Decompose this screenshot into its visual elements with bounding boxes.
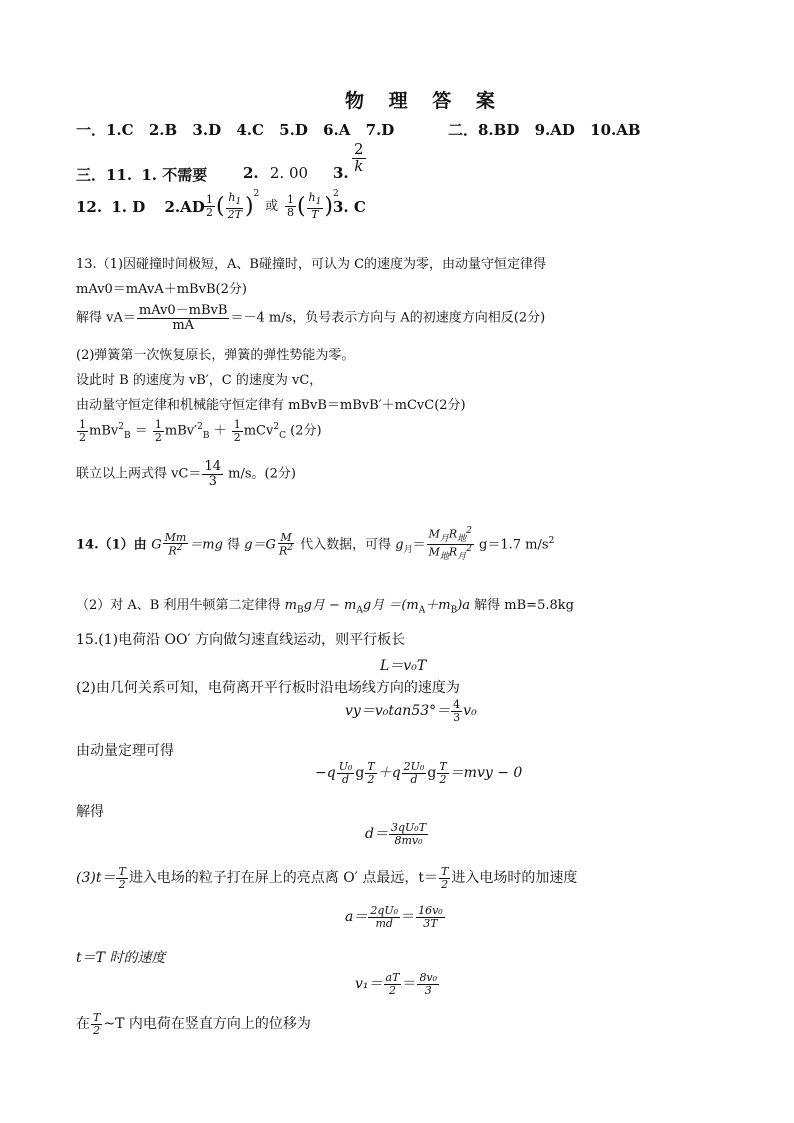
fraction-numerator: 1 [79,418,86,431]
equals: ＝ [412,537,426,553]
fraction-numerator: T [93,1011,101,1024]
fraction [365,761,376,785]
q14-fraction-2 [277,532,295,558]
q13-line-6: 由动量守恒定律和机械能守恒定律有 mBvB＝mBvB′＋mCvC(2分) [76,398,466,413]
fraction-numerator: 2qU₀ [370,904,399,917]
fraction [402,761,427,785]
subscript: 月 [403,544,413,555]
subscript: A [356,605,363,616]
fraction-numerator: 16v₀ [418,904,443,917]
half-fraction [77,419,88,443]
fraction-denominator: 2 [441,877,449,891]
fraction-numerator: aT [385,971,400,984]
q11-answer-2 [243,164,308,182]
fraction-denominator: 2 [154,430,162,444]
symbol: g [427,765,437,782]
h-symbol: h [228,191,236,205]
q12-answer-2: 2.AD [164,198,205,216]
q14-line-1 [76,527,554,563]
q13-vc-fraction [202,460,223,488]
fraction-denominator: md [375,916,393,930]
h-symbol: h [308,191,316,205]
q15-eq-2 [345,699,477,723]
fraction-numerator: T [439,760,447,773]
answer-item: 4.C [236,121,264,139]
equation: ＋m [425,598,451,613]
square: 2 [253,189,260,199]
q11-answer-3-num: 3. [333,164,349,182]
subscript: 月 [457,552,467,563]
fraction-denominator: 2 [439,772,447,786]
q15-eq-3 [315,761,522,785]
answer-item: 6.A [323,121,351,139]
square: 2 [466,526,472,536]
fraction-denominator: d [342,772,350,786]
subscript: B [123,431,131,442]
fraction-denominator: 2T [227,208,242,222]
subscript: C [279,431,286,442]
q15-line-3: 由动量定理可得 [76,743,174,759]
fraction-denominator: 2 [233,430,241,444]
fraction [116,866,127,890]
equation: ＋q [377,765,401,782]
equation: g＝G [244,537,276,553]
fraction-denominator: 2 [206,206,213,219]
fraction [417,972,439,996]
subscript: B [202,431,210,442]
question-12 [76,198,205,216]
q15-eq-6 [355,972,440,996]
q13-line-7 [76,419,322,443]
q11-num: 三．11. [76,166,133,184]
question-11-label [76,164,207,185]
equation: v₁＝ [355,976,383,993]
fraction [389,822,428,846]
q13-line-3 [76,304,545,332]
q15-line-6: t＝T 时的速度 [76,950,166,966]
text: 在 [76,1016,90,1033]
fraction-numerator: mAv0－mBvB [138,303,228,318]
q12-half [204,194,215,218]
q11-answer-1: 1. 不需要 [141,166,208,184]
square: 2 [273,422,280,433]
fraction-denominator: k [354,156,364,175]
q11-fraction [352,142,366,175]
symbol: g [395,537,404,553]
part1-label: 一．1.C [76,121,134,139]
fraction-denominator: 2 [93,1023,101,1037]
equals: ＝ [401,909,416,926]
symbol: R [168,545,177,559]
q13-line-3-suffix: ＝－4 m/s，负号表示方向与 A的初速度方向相反(2分) [230,310,546,326]
fraction [368,905,400,929]
fraction [437,761,448,785]
square: 2 [548,535,555,546]
fraction-numerator: T [441,865,449,878]
q14-line-2-prefix: （2）对 A、B 利用牛顿第二定律得 [76,598,285,613]
equation: (3)t＝ [76,870,116,887]
q13-line-3-prefix: 解得 vA＝ [76,310,136,326]
half-fraction [153,419,164,443]
symbol: R [278,545,288,559]
fraction [91,1012,102,1036]
answer-item: 3.D [192,121,222,139]
q12-eighth [285,194,296,218]
half-fraction [232,419,243,443]
fraction-numerator: 1 [206,193,213,207]
subscript: 地 [439,552,449,563]
part2-label: 二．8.BD [448,121,520,139]
q14-fraction-3 [427,527,474,563]
term: mBv [89,423,119,439]
square: 2 [466,544,472,555]
subscript: B [450,605,458,616]
fraction-numerator: 2U₀ [403,760,425,773]
equation: vy＝v₀tan53°＝ [345,703,451,720]
fraction-denominator: 2 [367,772,375,786]
equation: −q [315,765,336,782]
square: 2 [176,543,183,554]
text: 进入电场的粒子打在屏上的亮点离 O′ 点最远，t＝ [128,870,438,887]
fraction-denominator: mA [172,317,195,333]
q11-answer-2-value: 2. 00 [269,164,309,182]
symbol: R [448,527,458,541]
subscript: 月 [439,533,449,544]
equation: a＝ [345,909,368,926]
fraction-denominator: 3 [453,710,461,724]
fraction-numerator: 1 [154,418,162,431]
page-title: 物 理 答 案 [345,90,504,112]
fraction-numerator: 8v₀ [419,971,438,984]
equals: ＝ [402,976,417,993]
subscript: B [296,605,304,616]
q13-fraction [137,304,230,332]
text: ~T 内电荷在竖直方向上的位移为 [103,1016,311,1033]
connector: 代入数据，可得 [295,537,396,553]
q12-ratio-2 [307,192,324,220]
result: g＝1.7 m/s [474,537,549,553]
fraction-denominator: 2 [118,877,126,891]
answers-part2 [448,119,641,140]
q15-line-5 [76,866,577,890]
equation: )a [457,598,471,613]
q12-num: 12. [76,198,103,216]
fraction [337,761,355,785]
h-sub: 1 [235,197,242,208]
q14-prefix: 14.（1）由 [76,537,152,553]
q12-or: 或 [265,199,279,214]
q13-line-8-prefix: 联立以上两式得 vC＝ [76,466,202,482]
fraction-numerator: U₀ [338,760,353,773]
fraction [384,972,402,996]
symbol: g [355,765,365,782]
q15-line-1: 15.(1)电荷沿 OO′ 方向做匀速直线运动，则平行板长 [76,632,406,648]
fraction-denominator: d [410,772,418,786]
fraction-denominator: 2 [388,983,396,997]
answer-item: 9.AD [534,121,575,139]
symbol: v₀ [463,703,477,720]
score: (2分) [290,423,322,439]
fraction-numerator: 1 [286,193,294,207]
q13-line-8 [76,460,296,488]
q15-line-2: (2)由几何关系可知，电荷离开平行板时沿电场线方向的速度为 [76,680,460,696]
symbol: M [428,527,440,541]
fraction-numerator: 3qU₀T [390,821,427,834]
connector: 得 [222,537,245,553]
subscript: A [418,605,426,616]
q12-ratio [226,192,244,220]
answer-item: 2.B [148,121,178,139]
q13-line-8-suffix: m/s。(2分) [223,466,296,482]
fraction-denominator: 3 [208,473,217,489]
answer-item: 10.AB [590,121,641,139]
fraction-numerator: M [280,530,292,544]
equation: ＝mg [189,537,223,553]
q12-answer-3: 3. C [333,198,366,216]
answer-item: 5.D [279,121,308,139]
fraction-numerator: 4 [453,698,461,711]
fraction [439,866,450,890]
symbol: M [428,545,440,559]
square: 2 [287,543,293,554]
fraction-numerator: 1 [233,418,241,431]
equation: ＝mvy − 0 [449,765,523,782]
subscript: 地 [457,533,467,544]
square: 2 [197,422,203,433]
fraction-denominator: 8 [286,206,294,219]
square: 2 [332,189,339,199]
q15-eq-5 [345,905,446,929]
q15-eq-1: L＝v₀T [380,658,427,674]
q15-line-4: 解得 [76,804,104,820]
term: mCv [243,423,274,439]
q13-line-1: 13.（1)因碰撞时间极短，A、B碰撞时，可认为 C的速度为零，由动量守恒定律得 [76,257,547,272]
fraction-denominator: 8mv₀ [394,833,423,847]
q15-line-7 [76,1012,311,1036]
q13-line-2: mAv0＝mAvA＋mBvB(2分) [76,282,247,297]
q12-answer-1: 1. D [111,198,146,216]
q13-line-5: 设此时 B 的速度为 vB′，C 的速度为 vC， [76,373,323,388]
answers-part1 [76,119,394,140]
fraction [416,905,445,929]
fraction-denominator: 3T [423,916,438,930]
equation: g月 − m [303,598,357,613]
fraction-numerator: Mm [164,530,187,544]
q13-line-4: (2)弹簧第一次恢复原长，弹簧的弹性势能为零。 [76,348,355,363]
q14-line-2 [76,594,574,616]
q12-formula: $\frac{1}{2}$ ( $\frac{h_1}{2T}$ )$^2$ 或 $\frac{1}{8}$ ( $\frac{h_1}{T}$ )$^2$ [206,189,339,222]
fraction-denominator: T [311,208,319,222]
symbol: G [151,537,162,553]
fraction-numerator: T [118,865,126,878]
q15-eq-4 [365,822,429,846]
equation: g月 ＝(m [362,598,419,613]
q14-fraction-1 [163,532,189,558]
symbol: m [284,598,297,613]
fraction-numerator: T [367,760,375,773]
answer-item: 7.D [365,121,395,139]
q11-answer-2-num: 2. [243,164,259,182]
term: mBv′ [164,423,198,439]
fraction-denominator: 2 [79,430,86,444]
equals: ＝ [134,423,148,439]
h-sub: 1 [315,197,322,208]
plus: ＋ [213,423,227,439]
fraction [451,699,462,723]
fraction-denominator: 3 [424,983,432,997]
square: 2 [118,422,124,433]
text: 进入电场时的加速度 [451,870,578,887]
fraction-numerator: 2 [354,140,364,158]
equation: d＝ [365,826,388,843]
q14-line-2-suffix: 解得 mB=5.8kg [470,598,574,613]
symbol: R [448,545,458,559]
fraction-numerator: 14 [204,459,221,474]
